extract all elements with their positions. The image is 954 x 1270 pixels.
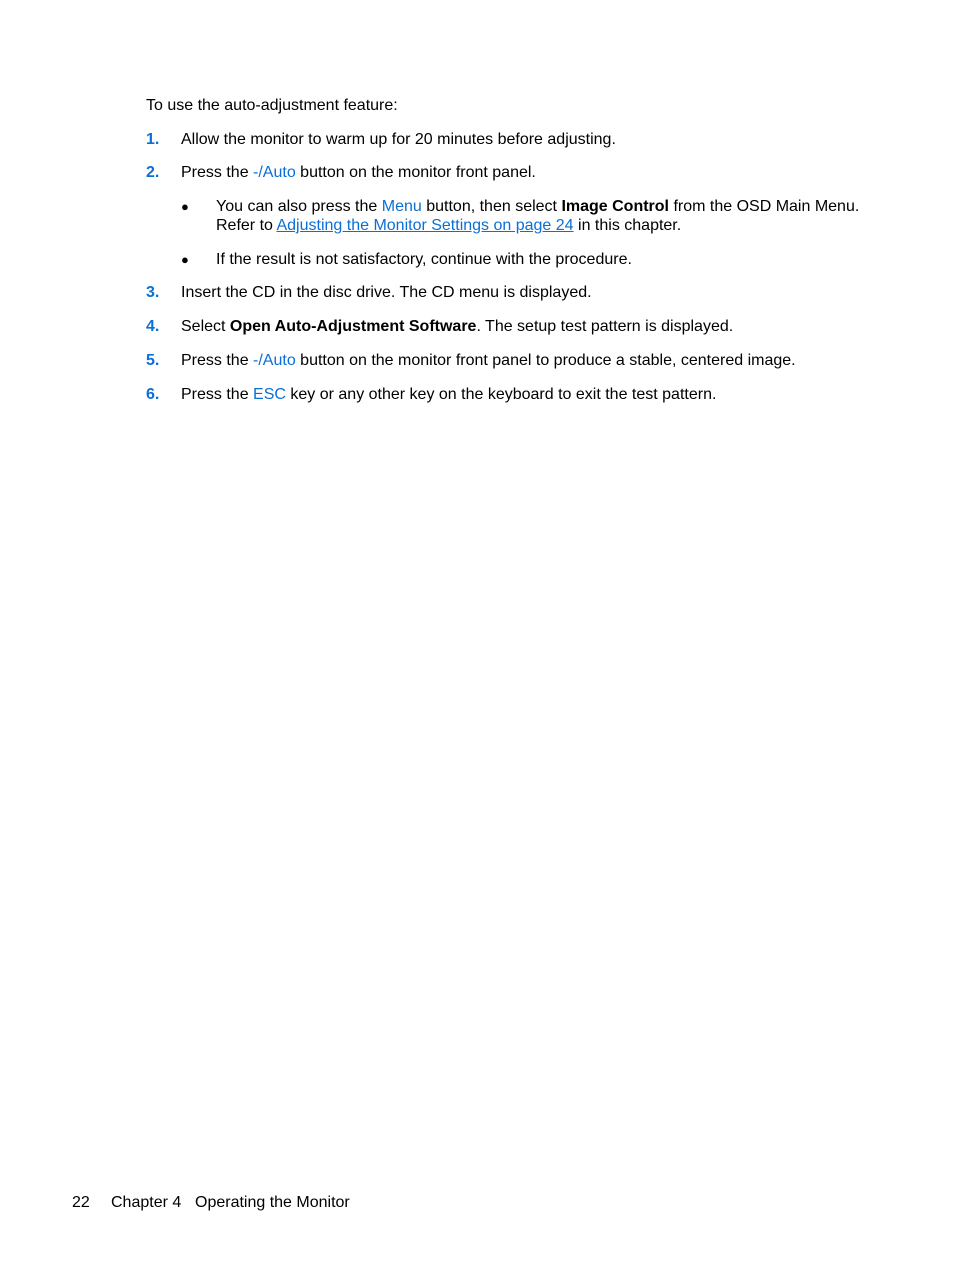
step-5-text: Press the -/Auto button on the monitor front panel to produce a stable, centered image.	[181, 352, 796, 369]
esc-key-label: ESC	[253, 386, 286, 403]
bullet-icon: ●	[181, 252, 189, 267]
step-5-number: 5.	[146, 352, 160, 369]
intro-text: To use the auto-adjustment feature:	[146, 97, 398, 114]
bullet-1-line-2: Refer to Adjusting the Monitor Settings on page 24 in this chapter.	[216, 217, 682, 234]
step-6-text: Press the ESC key or any other key on the keyboard to exit the test pattern.	[181, 386, 717, 403]
menu-key-label: Menu	[381, 198, 422, 215]
step-3-text: Insert the CD in the disc drive. The CD menu is displayed.	[181, 284, 592, 301]
step-3-number: 3.	[146, 284, 160, 301]
bullet-icon: ●	[181, 199, 189, 214]
page-number: 22	[72, 1194, 90, 1211]
bullet-2-text: If the result is not satisfactory, continue with the procedure.	[216, 251, 632, 268]
step-4-number: 4.	[146, 318, 160, 335]
step-1-text: Allow the monitor to warm up for 20 minutes before adjusting.	[181, 131, 616, 148]
step-4-text: Select Open Auto-Adjustment Software. The setup test pattern is displayed.	[181, 318, 734, 335]
step-2-number: 2.	[146, 164, 160, 181]
bullet-1-line-1: You can also press the Menu button, then select Image Control from the OSD Main Menu.	[216, 198, 860, 215]
footer-chapter: Chapter 4	[111, 1194, 182, 1211]
footer-chapter-title: Operating the Monitor	[195, 1194, 350, 1211]
software-name-label: Open Auto-Adjustment Software	[229, 318, 477, 335]
step-1-number: 1.	[146, 131, 160, 148]
auto-key-label: -/Auto	[253, 164, 296, 181]
image-control-label: Image Control	[561, 198, 669, 215]
auto-key-label: -/Auto	[253, 352, 296, 369]
adjusting-monitor-settings-link[interactable]: Adjusting the Monitor Settings on page 24	[276, 217, 574, 234]
step-2-text: Press the -/Auto button on the monitor front panel.	[181, 164, 536, 181]
step-6-number: 6.	[146, 386, 160, 403]
